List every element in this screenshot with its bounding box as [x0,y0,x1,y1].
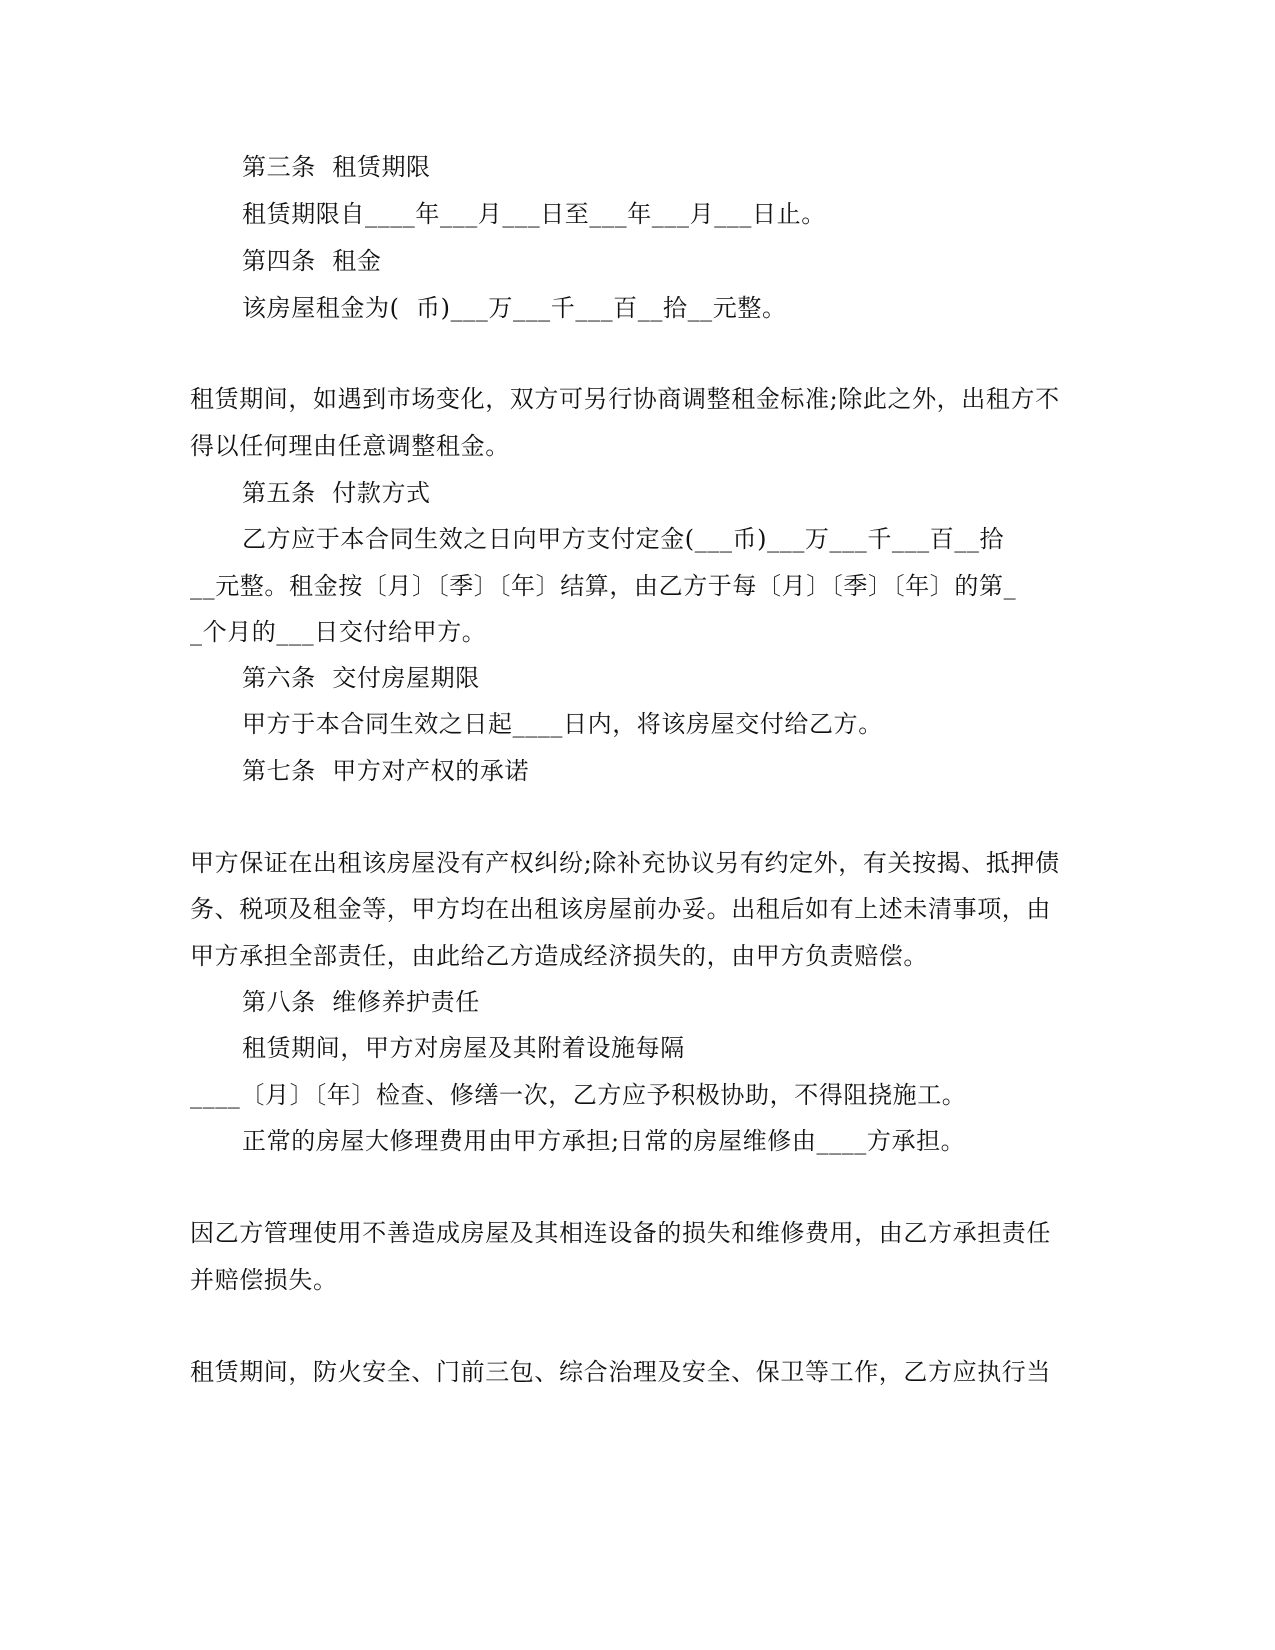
damage-liability-line-2: 并赔偿损失。 [190,1266,338,1294]
payment-text-line-3: _个月的___日交付给甲方。 [190,618,487,646]
article-4-heading: 第四条 租金 [242,247,382,275]
title-guarantee-line-3: 甲方承担全部责任，由此给乙方造成经济损失的，由甲方负责赔偿。 [190,942,928,970]
article-6-heading: 第六条 交付房屋期限 [242,664,480,692]
maintenance-text-line-2: ____〔月〕〔年〕检查、修缮一次，乙方应予积极协助，不得阻挠施工。 [190,1081,967,1109]
safety-duty-line-1: 租赁期间，防火安全、门前三包、综合治理及安全、保卫等工作，乙方应执行当 [190,1358,1051,1386]
article-8-heading: 第八条 维修养护责任 [242,988,480,1016]
rent-amount-text: 该房屋租金为( 币)___万___千___百__拾__元整。 [242,294,787,322]
delivery-term-text: 甲方于本合同生效之日起____日内，将该房屋交付给乙方。 [242,710,883,738]
article-5-heading: 第五条 付款方式 [242,479,431,507]
title-guarantee-line-2: 务、税项及租金等，甲方均在出租该房屋前办妥。出租后如有上述未清事项，由 [190,895,1051,923]
payment-text-line-2: __元整。租金按〔月〕〔季〕〔年〕结算，由乙方于每〔月〕〔季〕〔年〕的第_ [190,572,1017,600]
rent-adjustment-line-2: 得以任何理由任意调整租金。 [190,432,510,460]
payment-text-line-1: 乙方应于本合同生效之日向甲方支付定金(___币)___万___千___百__拾 [242,525,1005,553]
article-7-heading: 第七条 甲方对产权的承诺 [242,757,530,785]
repair-cost-text: 正常的房屋大修理费用由甲方承担;日常的房屋维修由____方承担。 [242,1127,966,1155]
lease-term-text: 租赁期限自____年___月___日至___年___月___日止。 [242,200,826,228]
title-guarantee-line-1: 甲方保证在出租该房屋没有产权纠纷;除补充协议另有约定外，有关按揭、抵押债 [190,849,1060,877]
maintenance-text-line-1: 租赁期间，甲方对房屋及其附着设施每隔 [242,1034,685,1062]
article-3-heading: 第三条 租赁期限 [242,153,431,181]
damage-liability-line-1: 因乙方管理使用不善造成房屋及其相连设备的损失和维修费用，由乙方承担责任 [190,1219,1051,1247]
rent-adjustment-line-1: 租赁期间，如遇到市场变化，双方可另行协商调整租金标准;除此之外，出租方不 [190,385,1060,413]
